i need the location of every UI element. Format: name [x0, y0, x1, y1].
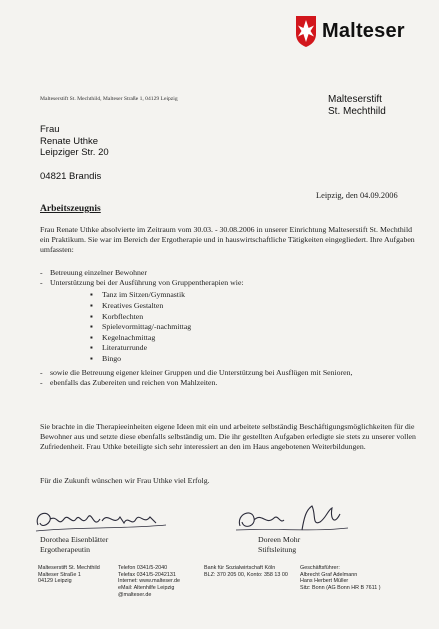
therapy-item: ▪ Tanz im Sitzen/Gymnastik: [50, 290, 420, 301]
task-item: [40, 268, 420, 278]
task-item: [40, 378, 420, 388]
footer-line: Hans Herbert Müller: [300, 578, 349, 585]
recipient-city: 04821 Brandis: [40, 170, 102, 182]
therapy-item: ▪ Kegelnachmittag: [50, 333, 420, 344]
task-item: [40, 368, 420, 378]
footer-line: Telefon 0341/5-2040: [118, 565, 168, 571]
therapy-item: ▪ Kreatives Gestalten: [50, 301, 420, 312]
malteser-cross-shield-icon: [294, 14, 318, 48]
footer-line: Malteser Straße 1: [38, 571, 81, 578]
signature-mohr-image: [232, 500, 352, 536]
task-text: Betreuung einzelner Bewohner: [50, 268, 147, 277]
signatory-name: Dorothea Eisenblätter: [40, 535, 109, 544]
evaluation-paragraph: Sie brachte in die Therapieeinheiten eigene Ideen mit ein und arbeitete selbständig Beschäftigungsmöglichkeiten für die Bewohner aus und setzte diese ebenfalls selbständig um. Die ihr gestellten Aufgaben erledigte sie stets zu unserer vollen Zufriedenheit. Frau Uthke beteiligte sich sehr interessiert an den im Haus angebotenen Weiterbildungen.: [40, 422, 416, 451]
task-item: [40, 278, 420, 364]
organization-name: [328, 94, 386, 118]
footer-line: Malteserstift St. Mechthild: [38, 565, 100, 571]
therapy-item: ▪ Literaturrunde: [50, 343, 420, 354]
footer-line: BLZ: 370 205 00, Konto: 358 13 00: [204, 571, 288, 578]
footer-line: Internet: www.malteser.de: [118, 578, 181, 585]
recipient-address: [40, 124, 109, 182]
signatory-eisenblaetter: [40, 535, 108, 555]
footer-contact: [118, 565, 180, 599]
recipient-name: Renate Uthke: [40, 135, 99, 147]
group-therapy-list: [50, 290, 420, 364]
sender-address-line: Malteserstift St. Mechthild, Malteser Straße 1, 04129 Leipzig: [40, 96, 178, 102]
footer-line: Telefax 0341/5-2042131: [118, 571, 176, 578]
intro-paragraph: Frau Renate Uthke absolvierte im Zeitraum vom 30.03. - 30.08.2006 in unserer Einrichtung Malteserstift St. Mechthild ein Praktikum. Sie war im Bereich der Ergotherapie und in hauswirtschaftliche Tätigkeiten eingegliedert. Ihre Aufgaben umfassten:: [40, 225, 415, 254]
footer-line: @malteser.de: [118, 591, 152, 598]
footer-line: Sitz: Bonn (AG Bonn HR B 7611 ): [300, 585, 381, 592]
therapy-item: ▪ Korbflechten: [50, 312, 420, 323]
letter-subject: Arbeitszeugnis: [40, 203, 101, 214]
organization-line-2: St. Mechthild: [328, 106, 386, 117]
brand-name: Malteser: [322, 20, 405, 42]
malteser-logo: [294, 14, 434, 54]
signatory-role: Ergotherapeutin: [40, 545, 91, 554]
signatory-name: Doreen Mohr: [258, 535, 301, 544]
footer-line: Bank für Sozialwirtschaft Köln: [204, 565, 276, 571]
footer-bank: [204, 565, 288, 578]
footer-address: [38, 565, 100, 585]
signature-eisenblaetter-image: [32, 505, 172, 537]
footer-line: Geschäftsführer:: [300, 565, 340, 571]
signatory-mohr: [258, 535, 300, 555]
signatory-role: Stiftsleitung: [258, 545, 297, 554]
recipient-street: Leipziger Str. 20: [40, 147, 109, 158]
letter-date: Leipzig, den 04.09.2006: [316, 191, 398, 200]
closing-sentence: Für die Zukunft wünschen wir Frau Uthke viel Erfolg.: [40, 476, 210, 485]
therapy-item: ▪ Bingo: [50, 354, 420, 365]
task-text: Unterstützung bei der Ausführung von Gruppentherapien wie:: [50, 278, 244, 288]
footer-management: [300, 565, 381, 592]
task-text: sowie die Betreuung eigener kleiner Gruppen und die Unterstützung bei Ausflügen mit Senioren,: [50, 367, 353, 377]
recipient-salutation: Frau: [40, 124, 60, 135]
footer-line: Albrecht Graf Adelmann: [300, 571, 358, 578]
footer-line: eMail: Altenhilfe Leipzig: [118, 585, 175, 592]
footer-line: 04129 Leipzig: [38, 578, 72, 585]
task-text: ebenfalls das Zubereiten und reichen von Mahlzeiten.: [50, 377, 218, 387]
organization-line-1: Malteserstift: [328, 94, 382, 105]
task-list: [40, 268, 420, 388]
therapy-item: ▪ Spielevormittag/-nachmittag: [50, 322, 420, 333]
